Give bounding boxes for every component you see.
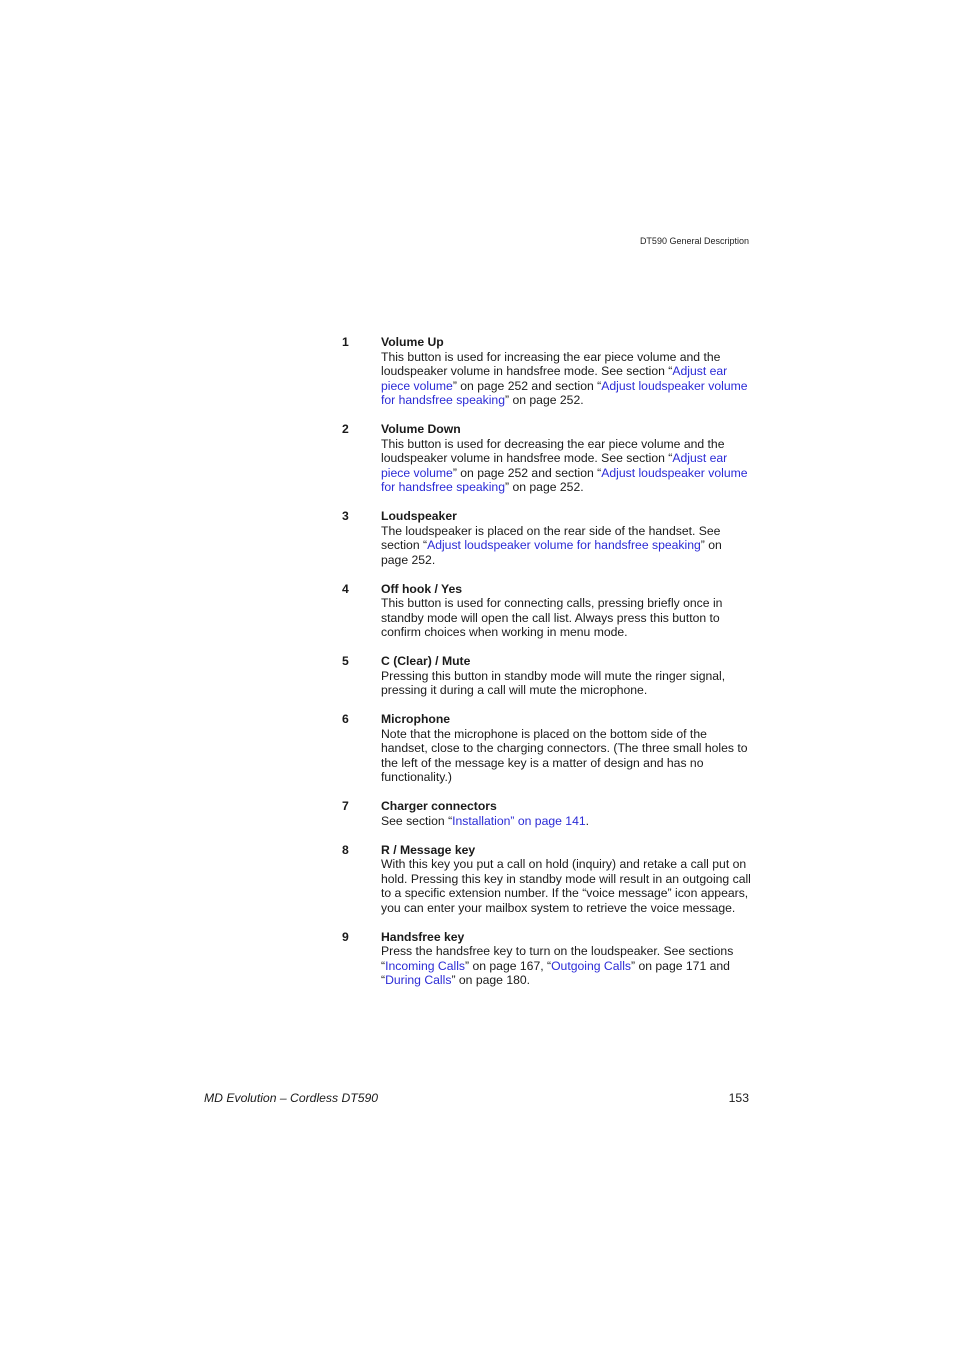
item-number: 8 xyxy=(342,842,349,857)
description-text: ” on page 180. xyxy=(451,973,531,987)
cross-reference-link[interactable]: Outgoing Calls xyxy=(551,958,632,973)
item-number: 1 xyxy=(342,335,349,349)
description-text: ” on page 167, “ xyxy=(465,958,552,973)
item-title: Handsfree key xyxy=(381,929,465,944)
list-item xyxy=(342,422,752,495)
item-title: Off hook / Yes xyxy=(381,581,463,596)
description-text: ” on page 252. xyxy=(381,538,722,567)
description-text: ” on page 171 and “ xyxy=(381,958,730,987)
item-body xyxy=(381,843,752,916)
item-title: R / Message key xyxy=(381,842,476,857)
list-item xyxy=(342,654,752,698)
description-text: See section “ xyxy=(381,813,453,828)
description-text: Pressing this button in standby mode will mute the ringer signal, pressing it during a call will mute the microphone. xyxy=(381,668,726,697)
cross-reference-link[interactable]: Adjust loudspeaker volume for handsfree speaking xyxy=(381,465,748,494)
item-description xyxy=(381,350,752,408)
item-number: 3 xyxy=(342,509,349,523)
item-number: 7 xyxy=(342,799,349,813)
description-text: This button is used for increasing the ear piece volume and the loudspeaker volume in handsfree mode. See section “ xyxy=(381,349,721,378)
item-body xyxy=(381,422,752,495)
item-body xyxy=(381,335,752,408)
item-body xyxy=(381,799,752,828)
description-text: ” on page 252 and section “ xyxy=(452,465,602,480)
item-number: 4 xyxy=(342,581,349,596)
list-item xyxy=(342,335,752,408)
item-title: Volume Down xyxy=(381,422,461,436)
item-body xyxy=(381,509,752,567)
cross-reference-link[interactable]: Adjust loudspeaker volume for handsfree speaking xyxy=(427,538,701,552)
item-body xyxy=(381,930,752,988)
list-item xyxy=(342,582,752,640)
cross-reference-link[interactable]: Incoming Calls xyxy=(385,958,465,973)
footer-document-title: MD Evolution – Cordless DT590 xyxy=(204,1091,379,1105)
item-title: Microphone xyxy=(381,712,451,726)
description-text: ” on page 252 and section “ xyxy=(452,378,602,393)
item-body xyxy=(381,654,752,698)
list-item xyxy=(342,799,752,828)
description-text: ” on page 252. xyxy=(505,480,584,494)
description-text: Press the handsfree key to turn on the loudspeaker. See sections “ xyxy=(381,944,734,973)
item-description xyxy=(381,727,752,785)
cross-reference-link[interactable]: Adjust ear piece volume xyxy=(381,364,728,393)
item-description xyxy=(381,437,752,495)
cross-reference-link[interactable]: During Calls xyxy=(385,973,452,987)
description-text: The loudspeaker is placed on the rear side of the handset. See section “ xyxy=(381,523,721,552)
item-description xyxy=(381,669,752,698)
item-list xyxy=(342,335,752,1002)
description-text: This button is used for decreasing the ear piece volume and the loudspeaker volume in handsfree mode. See section “ xyxy=(381,436,725,465)
running-header: DT590 General Description xyxy=(639,236,749,246)
item-body xyxy=(381,582,752,640)
item-number: 6 xyxy=(342,712,349,726)
cross-reference-link[interactable]: Adjust ear piece volume xyxy=(381,451,728,480)
footer-page-number: 153 xyxy=(728,1091,749,1105)
item-number: 5 xyxy=(342,654,349,668)
item-description xyxy=(381,857,752,915)
list-item xyxy=(342,509,752,567)
list-item xyxy=(342,712,752,785)
item-number: 2 xyxy=(342,422,349,436)
description-text: ” on page 252. xyxy=(505,393,584,407)
list-item xyxy=(342,843,752,916)
item-title: Volume Up xyxy=(381,335,444,349)
item-description xyxy=(381,944,752,988)
item-title: Charger connectors xyxy=(381,799,497,813)
item-body xyxy=(381,712,752,785)
item-number: 9 xyxy=(342,929,349,944)
item-description xyxy=(381,596,752,640)
item-title: Loudspeaker xyxy=(381,509,457,523)
item-title: C (Clear) / Mute xyxy=(381,654,471,668)
description-text: This button is used for connecting calls, pressing briefly once in standby mode will open the call list. Always press this button to confirm choices when working in menu mode. xyxy=(381,596,723,639)
description-text: With this key you put a call on hold (inquiry) and retake a call put on hold. Pressing this key in standby mode will result in an outgoing call to a specific extension number. If the “voice message” icon appears, you can enter your mailbox system to retrieve the voice message. xyxy=(381,857,751,915)
cross-reference-link[interactable]: Adjust loudspeaker volume for handsfree speaking xyxy=(381,378,748,407)
cross-reference-link[interactable]: Installation” on page 141 xyxy=(452,813,586,828)
item-description xyxy=(381,524,752,568)
list-item xyxy=(342,930,752,988)
item-description xyxy=(381,814,752,829)
description-text: . xyxy=(585,813,590,828)
description-text: Note that the microphone is placed on the bottom side of the handset, close to the charging connectors. (The three small holes to the left of the message key is a matter of design and has no functionality.) xyxy=(381,726,748,784)
